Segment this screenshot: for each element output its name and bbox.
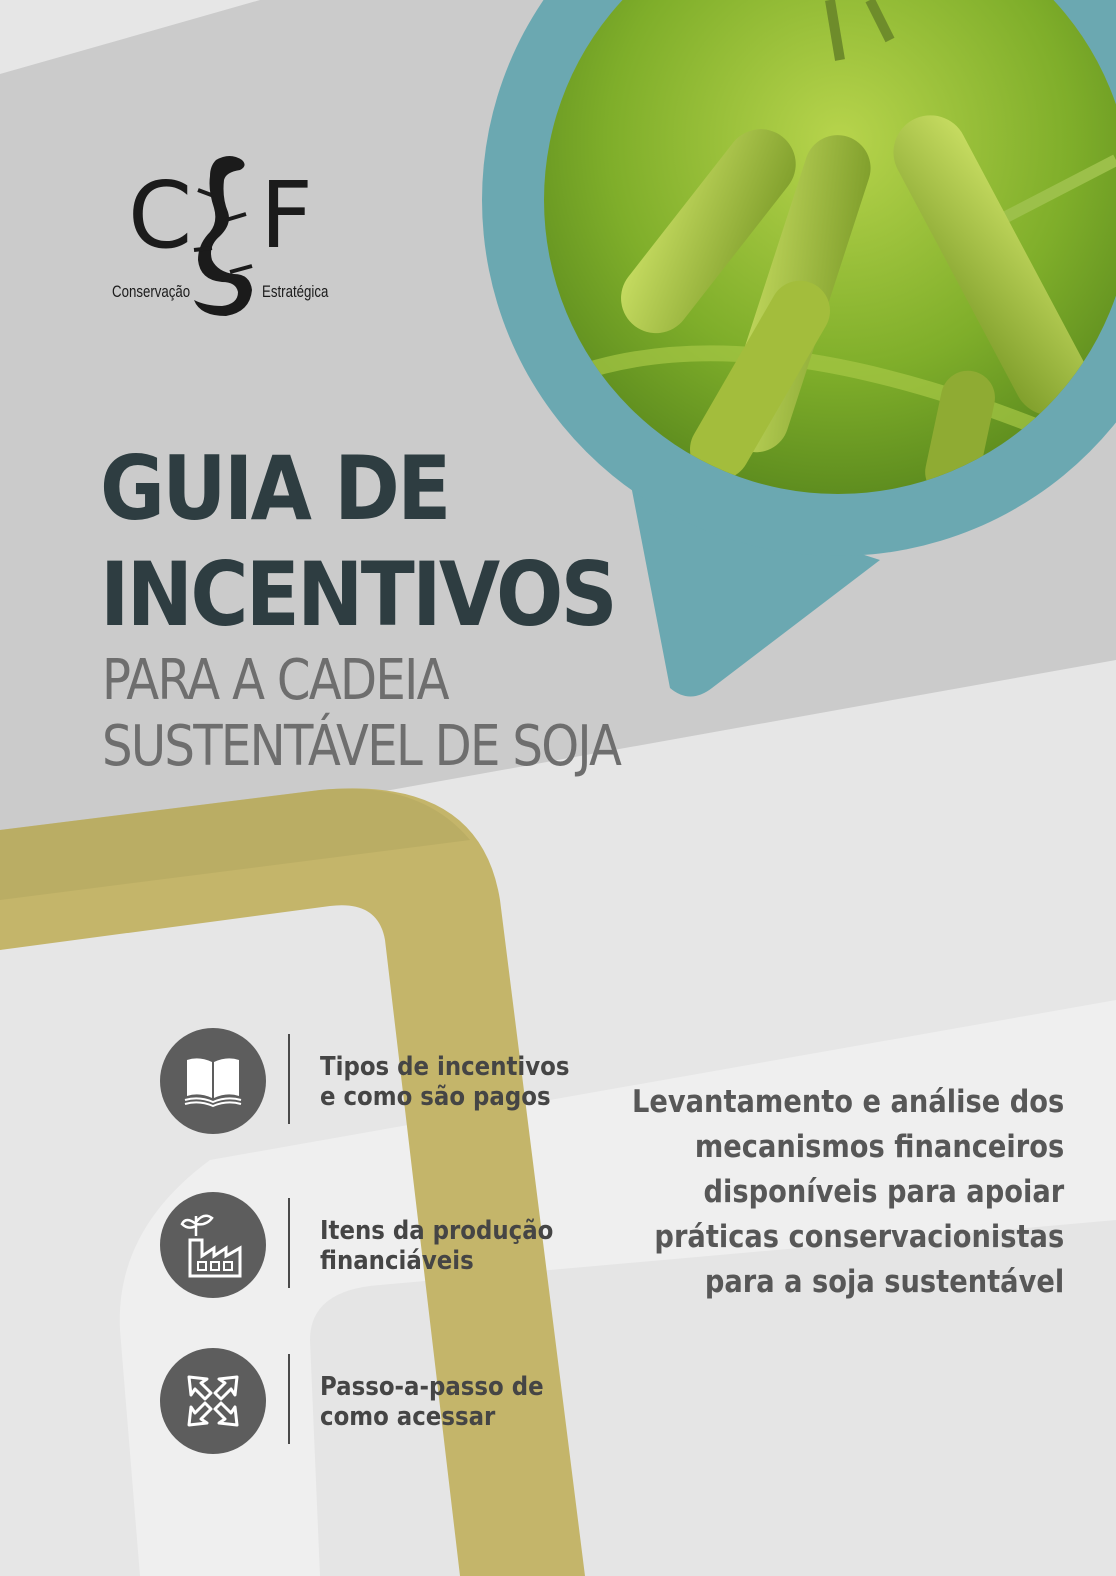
feature-step-by-step xyxy=(160,1348,580,1454)
logo-text-left: Conservação xyxy=(112,282,191,301)
feature-divider xyxy=(288,1034,290,1124)
lizard-icon xyxy=(186,150,262,320)
title-line-2: INCENTIVOS xyxy=(100,543,616,646)
open-book-icon xyxy=(183,1054,243,1108)
description-text: Levantamento e análise dos mecanismos financeiros disponíveis para apoiar práticas conservacionistas para a soja sustentável xyxy=(631,1084,1064,1300)
page-title xyxy=(100,436,615,648)
feature-label: Passo-a-passo de como acessar xyxy=(320,1372,544,1432)
factory-sprout-icon xyxy=(178,1210,248,1280)
feature-icon-circle xyxy=(160,1348,266,1454)
subtitle-line-1: PARA A CADEIA xyxy=(102,648,448,713)
feature-divider xyxy=(288,1198,290,1288)
feature-divider xyxy=(288,1354,290,1444)
brand-logo xyxy=(108,150,328,320)
logo-letter-c: C xyxy=(128,162,191,269)
subtitle-line-2: SUSTENTÁVEL DE SOJA xyxy=(102,714,621,779)
feature-label: Itens da produção financiáveis xyxy=(320,1216,554,1276)
feature-incentive-types xyxy=(160,1028,580,1134)
logo-letter-f: F xyxy=(260,162,311,269)
feature-label: Tipos de incentivos e como são pagos xyxy=(320,1052,570,1112)
feature-icon-circle xyxy=(160,1192,266,1298)
feature-financeable-items xyxy=(160,1192,580,1298)
title-line-1: GUIA DE xyxy=(100,437,449,540)
logo-text-right: Estratégica xyxy=(262,282,329,301)
expand-arrows-icon xyxy=(183,1371,243,1431)
page-subtitle xyxy=(102,648,620,780)
feature-icon-circle xyxy=(160,1028,266,1134)
